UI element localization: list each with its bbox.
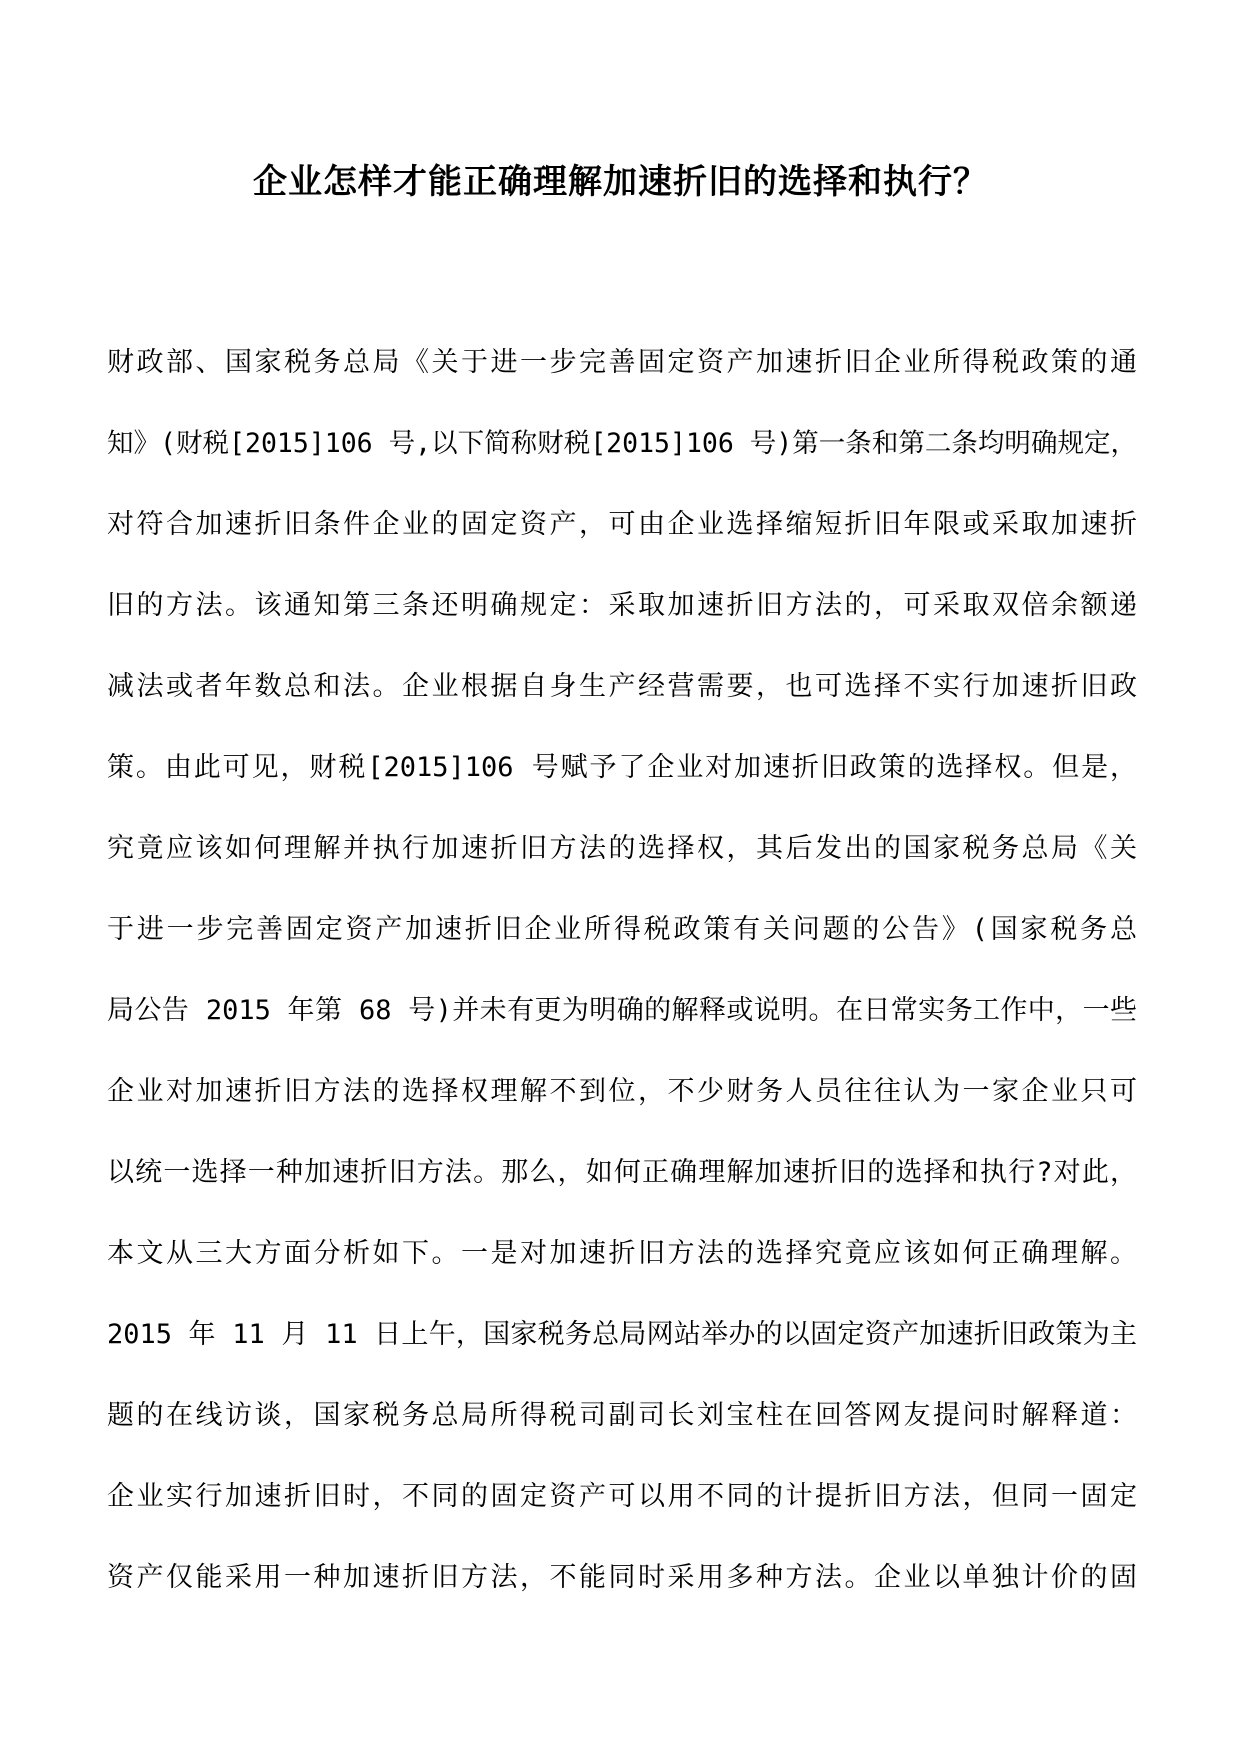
- body-line: 对符合加速折旧条件企业的固定资产，可由企业选择缩短折旧年限或采取加速折: [107, 509, 1137, 540]
- body-line: 于进一步完善固定资产加速折旧企业所得税政策有关问题的公告》(国家税务总: [107, 914, 1137, 945]
- body-line: 策。由此可见，财税[2015]106 号赋予了企业对加速折旧政策的选择权。但是，: [107, 752, 1137, 783]
- body-line: 本文从三大方面分析如下。一是对加速折旧方法的选择究竟应该如何正确理解。: [107, 1238, 1137, 1269]
- document-body: [107, 345, 1137, 1641]
- body-line: 题的在线访谈，国家税务总局所得税司副司长刘宝柱在回答网友提问时解释道：: [107, 1400, 1137, 1431]
- body-line: 企业对加速折旧方法的选择权理解不到位，不少财务人员往往认为一家企业只可: [107, 1076, 1137, 1107]
- body-line: 资产仅能采用一种加速折旧方法，不能同时采用多种方法。企业以单独计价的固: [107, 1562, 1137, 1593]
- body-line: 企业实行加速折旧时，不同的固定资产可以用不同的计提折旧方法，但同一固定: [107, 1481, 1137, 1512]
- body-line: 局公告 2015 年第 68 号)并未有更为明确的解释或说明。在日常实务工作中，一些: [107, 995, 1137, 1026]
- body-line: 财政部、国家税务总局《关于进一步完善固定资产加速折旧企业所得税政策的通: [107, 347, 1137, 378]
- body-line: 旧的方法。该通知第三条还明确规定：采取加速折旧方法的，可采取双倍余额递: [107, 590, 1137, 621]
- body-line: 减法或者年数总和法。企业根据自身生产经营需要，也可选择不实行加速折旧政: [107, 671, 1137, 702]
- body-line: 究竟应该如何理解并执行加速折旧方法的选择权，其后发出的国家税务总局《关: [107, 833, 1137, 864]
- body-line: 以统一选择一种加速折旧方法。那么，如何正确理解加速折旧的选择和执行?对此，: [107, 1157, 1137, 1188]
- body-line: 知》(财税[2015]106 号,以下简称财税[2015]106 号)第一条和第二条均明确规定，: [107, 428, 1137, 459]
- document-title: 企业怎样才能正确理解加速折旧的选择和执行？: [253, 162, 988, 202]
- body-line: 2015 年 11 月 11 日上午，国家税务总局网站举办的以固定资产加速折旧政策为主: [107, 1319, 1137, 1350]
